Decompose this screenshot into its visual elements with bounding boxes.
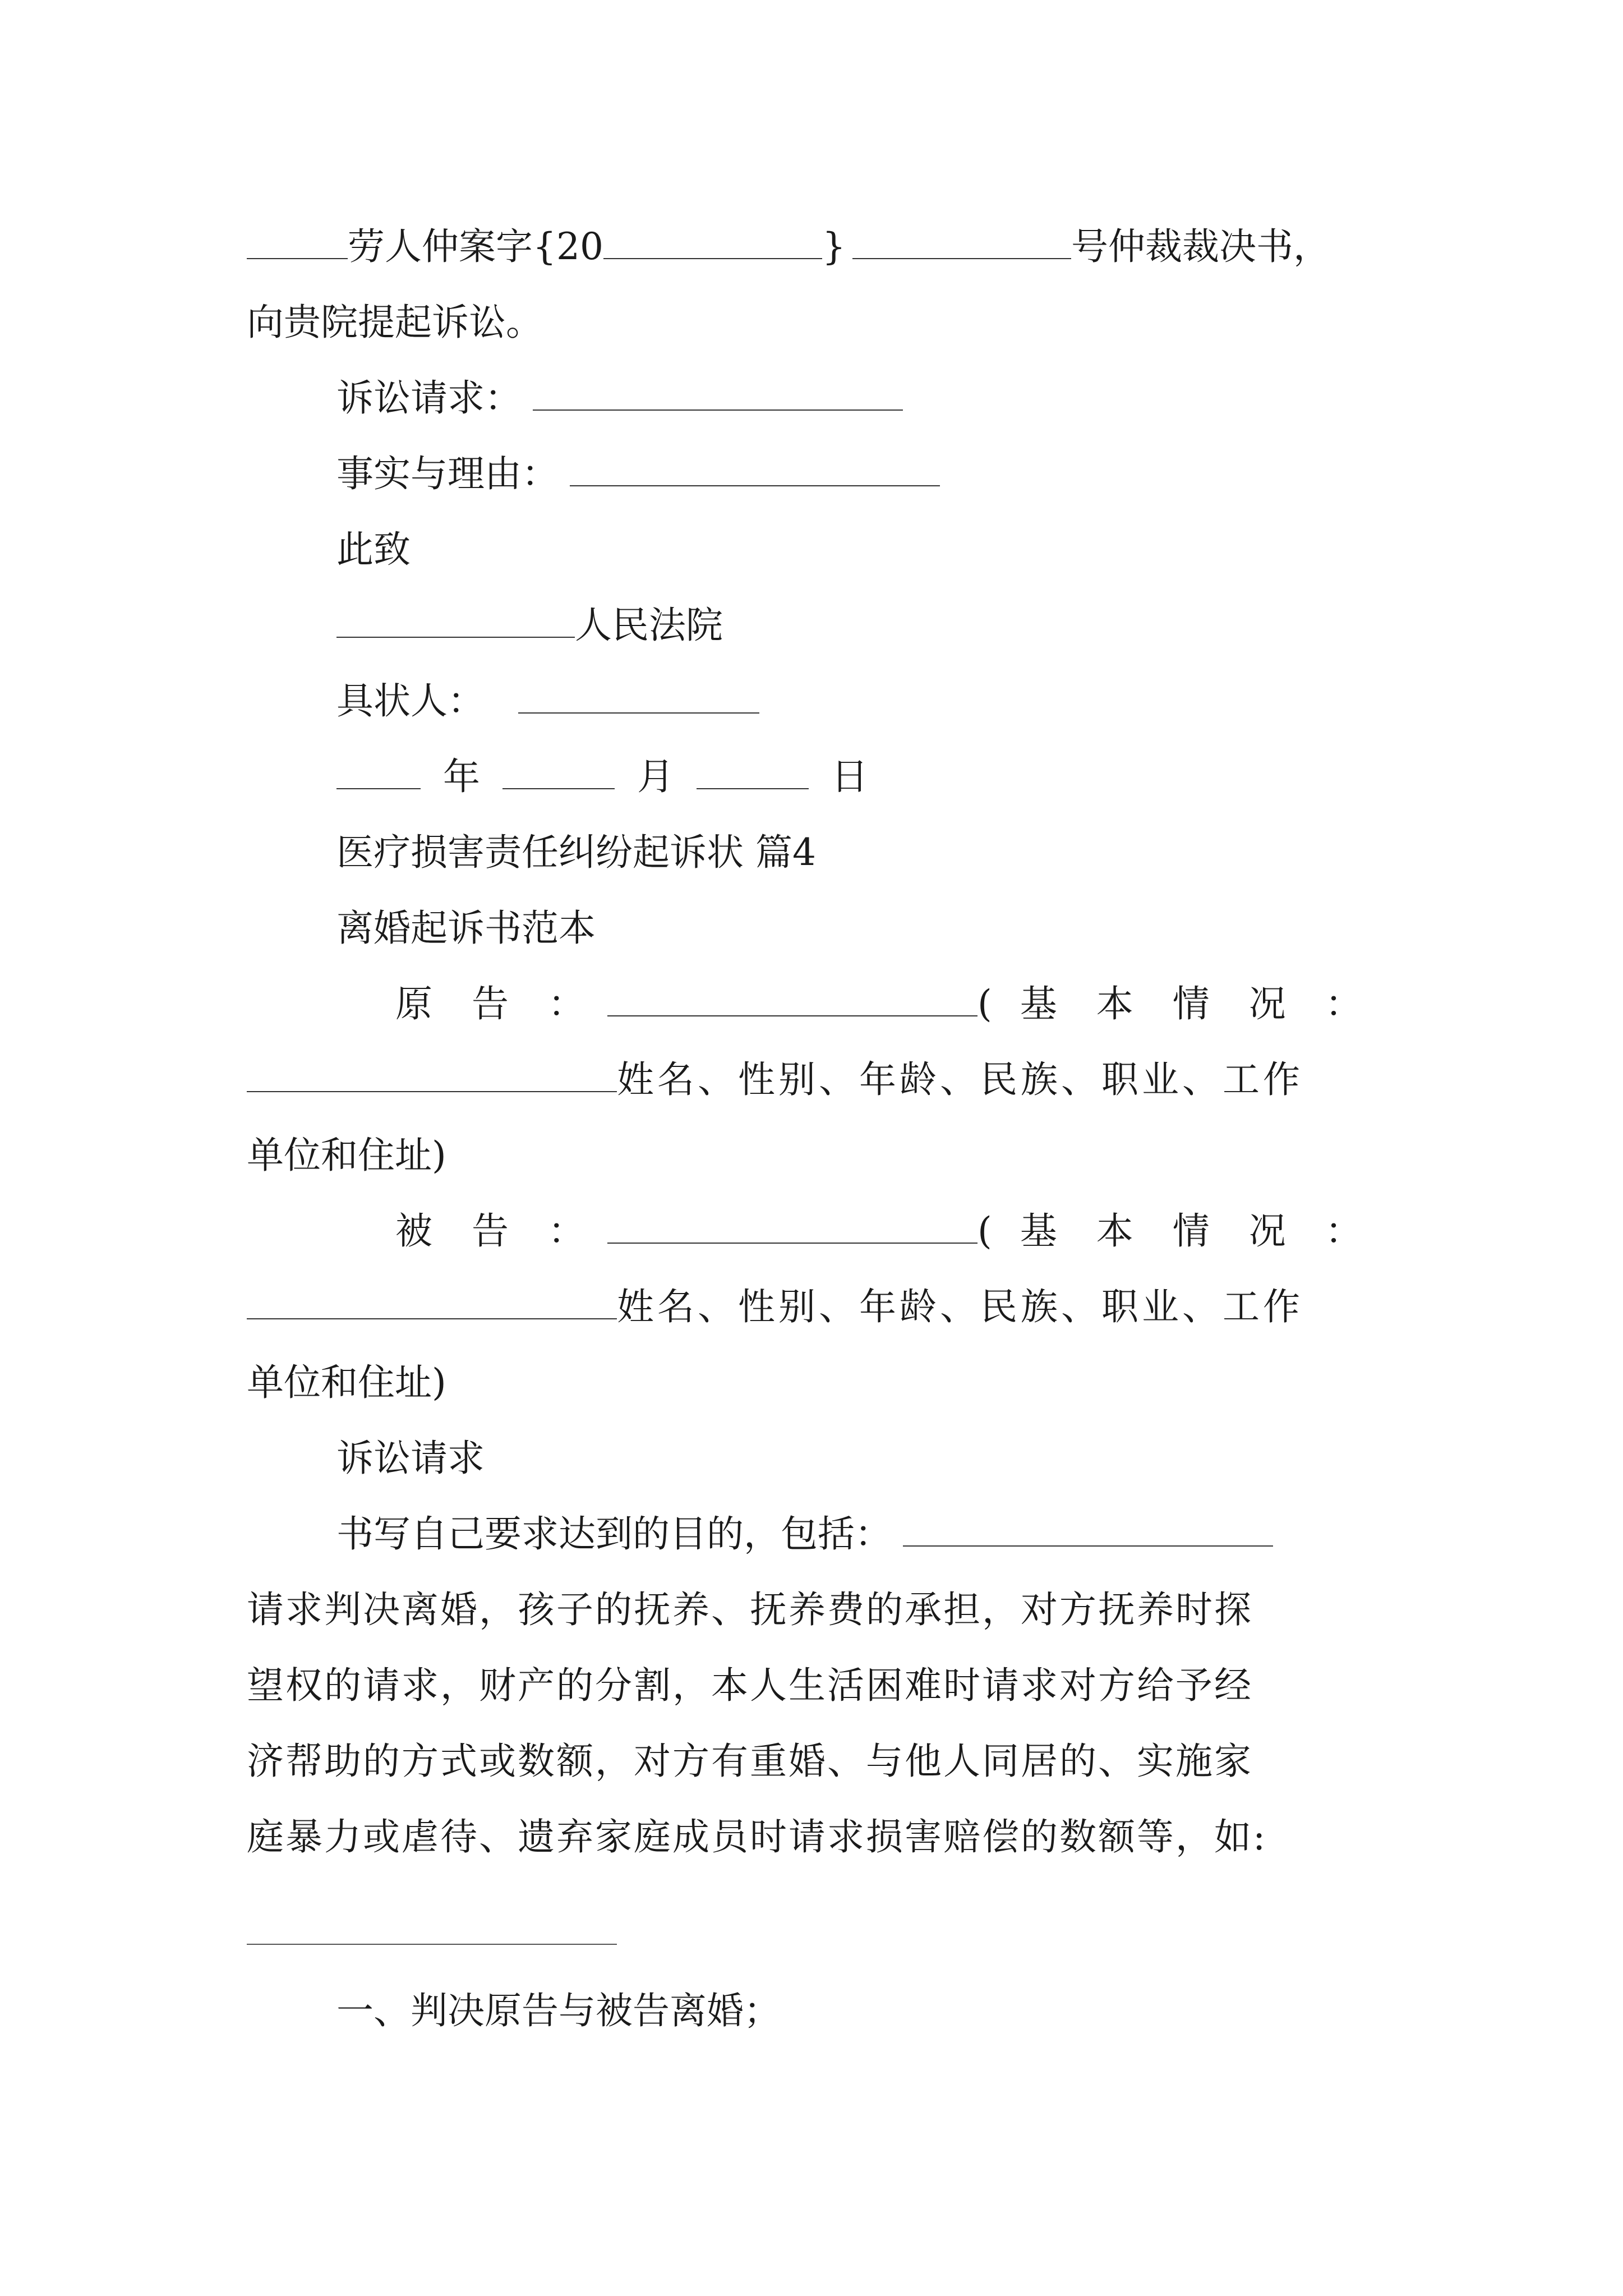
section-heading: 医疗损害责任纠纷起诉状 篇4 bbox=[336, 831, 816, 874]
blank-field bbox=[518, 678, 759, 714]
body-text-line: 向贵院提起诉讼。 bbox=[247, 301, 543, 344]
plaintiff-detail-line bbox=[247, 1055, 1303, 1105]
claim-item: 一、判决原告与被告离婚； bbox=[336, 1989, 781, 2032]
date-month: 月 bbox=[637, 755, 674, 798]
case-number-brace: } bbox=[822, 225, 846, 268]
blank-field bbox=[502, 753, 615, 789]
case-number-line bbox=[247, 222, 1330, 272]
colon: ： bbox=[548, 1209, 585, 1253]
blank-field bbox=[607, 1208, 978, 1244]
salutation: 此致 bbox=[336, 528, 411, 571]
basic-char: 基 bbox=[1020, 982, 1057, 1025]
basic-char: 本 bbox=[1096, 982, 1133, 1025]
blank-field bbox=[336, 602, 575, 638]
claims-line bbox=[336, 373, 903, 424]
claims-intro: 书写自己要求达到的目的，包括： bbox=[336, 1512, 892, 1556]
claims-paragraph-line: 请求判决离婚，孩子的抚养、抚养费的承担，对方抚养时探 bbox=[247, 1588, 1253, 1631]
basic-char: 况 bbox=[1248, 1209, 1286, 1253]
court-line bbox=[336, 600, 723, 651]
blank-field bbox=[697, 753, 809, 789]
defendant-label-char: 告 bbox=[472, 1209, 509, 1253]
colon: ： bbox=[548, 982, 585, 1025]
claims-label: 诉讼请求： bbox=[336, 376, 522, 420]
facts-label: 事实与理由： bbox=[336, 452, 559, 495]
case-number-prefix: 劳人仲案字{20 bbox=[348, 225, 603, 268]
claims-intro-line bbox=[336, 1509, 1273, 1559]
defendant-detail-end: 单位和住址) bbox=[247, 1361, 446, 1404]
blank-field bbox=[570, 450, 940, 486]
claims-paragraph-line: 庭暴力或虐待、遗弃家庭成员时请求损害赔偿的数额等，如: bbox=[247, 1815, 1267, 1858]
defendant-label-char: 被 bbox=[395, 1209, 432, 1253]
claims-paragraph-line: 济帮助的方式或数额，对方有重婚、与他人同居的、实施家 bbox=[247, 1740, 1253, 1783]
signature-label: 具状人： bbox=[336, 679, 485, 723]
plaintiff-line bbox=[395, 979, 1362, 1029]
claims-title: 诉讼请求 bbox=[336, 1437, 485, 1480]
case-number-suffix: 号仲裁裁决书， bbox=[1071, 225, 1330, 268]
date-year: 年 bbox=[443, 755, 480, 798]
claims-paragraph-line: 望权的请求，财产的分割，本人生活困难时请求对方给予经 bbox=[247, 1664, 1253, 1707]
blank-field bbox=[903, 1511, 1273, 1547]
basic-char: 情 bbox=[1172, 1209, 1210, 1253]
basic-char: 基 bbox=[1020, 1209, 1057, 1253]
blank-field bbox=[603, 223, 822, 259]
blank-field bbox=[852, 223, 1071, 259]
blank-field bbox=[336, 753, 421, 789]
plaintiff-label-char: 告 bbox=[472, 982, 509, 1025]
basic-char: 况 bbox=[1248, 982, 1286, 1025]
blank-field bbox=[533, 375, 903, 411]
paren-open: ( bbox=[978, 1209, 992, 1253]
template-title: 离婚起诉书范本 bbox=[336, 907, 596, 950]
defendant-line bbox=[395, 1206, 1362, 1257]
court-label: 人民法院 bbox=[575, 604, 723, 647]
blank-field bbox=[607, 981, 978, 1016]
plaintiff-label-char: 原 bbox=[395, 982, 432, 1025]
date-day: 日 bbox=[831, 755, 868, 798]
paren-open: ( bbox=[978, 982, 992, 1025]
colon: ： bbox=[1325, 1209, 1362, 1253]
divider bbox=[247, 1944, 617, 1945]
date-line bbox=[336, 752, 868, 802]
defendant-detail-line bbox=[247, 1282, 1303, 1332]
colon: ： bbox=[1325, 982, 1362, 1025]
detail-text: 姓名、性别、年龄、民族、职业、工作 bbox=[617, 1285, 1303, 1328]
plaintiff-signature-line bbox=[336, 676, 759, 726]
plaintiff-detail-end: 单位和住址) bbox=[247, 1134, 446, 1177]
facts-line bbox=[336, 449, 940, 499]
blank-field bbox=[247, 1283, 617, 1319]
blank-field bbox=[247, 223, 348, 259]
basic-char: 本 bbox=[1096, 1209, 1133, 1253]
basic-char: 情 bbox=[1172, 982, 1210, 1025]
blank-field bbox=[247, 1056, 617, 1092]
detail-text: 姓名、性别、年龄、民族、职业、工作 bbox=[617, 1058, 1303, 1101]
